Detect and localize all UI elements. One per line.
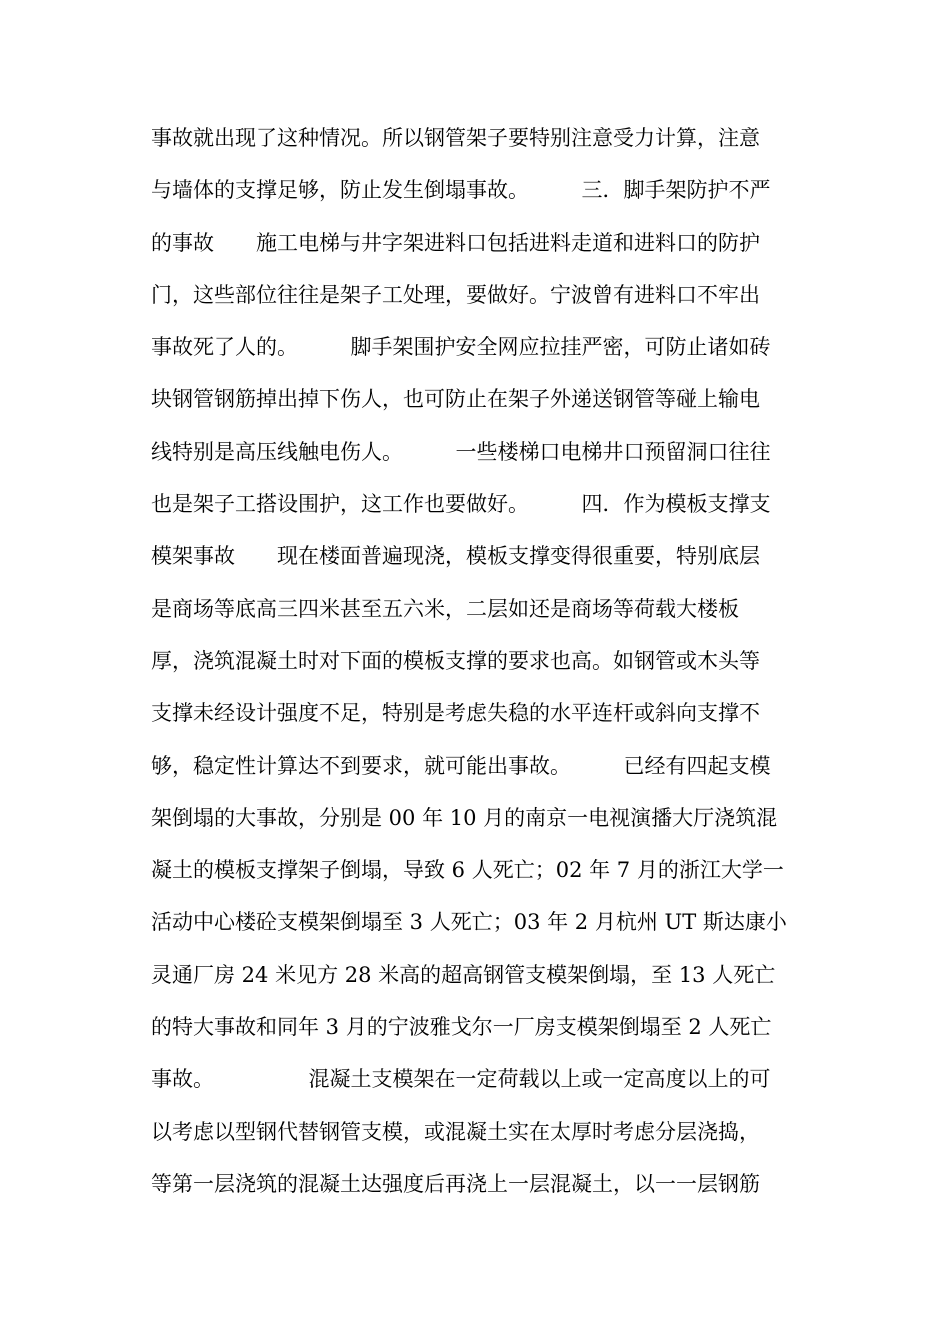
text-line: 块钢管钢筋掉出掉下伤人，也可防止在架子外递送钢管等碰上输电: [151, 387, 760, 412]
text-line: 以考虑以型钢代替钢管支模，或混凝土实在太厚时考虑分层浇捣，: [151, 1119, 760, 1144]
text-line: 活动中心楼砼支模架倒塌至 3 人死亡；03 年 2 月杭州 UT 斯达康小: [151, 910, 787, 935]
text-line: 是商场等底高三四米甚至五六米，二层如还是商场等荷载大楼板: [151, 596, 739, 621]
body-text: [151, 116, 811, 1214]
text-line: 线特别是高压线触电伤人。 一些楼梯口电梯井口预留洞口往往: [151, 439, 771, 464]
text-line: 事故。 混凝土支模架在一定荷载以上或一定高度以上的可: [151, 1067, 771, 1092]
text-line: 够，稳定性计算达不到要求，就可能出事故。 已经有四起支模: [151, 753, 771, 778]
text-line: 事故死了人的。 脚手架围护安全网应拉挂严密，可防止诸如砖: [151, 335, 771, 360]
text-line: 也是架子工搭设围护，这工作也要做好。 四．作为模板支撑支: [151, 492, 771, 517]
text-line: 等第一层浇筑的混凝土达强度后再浇上一层混凝土，以一一层钢筋: [151, 1171, 760, 1196]
text-line: 支撑未经设计强度不足，特别是考虑失稳的水平连杆或斜向支撑不: [151, 701, 760, 726]
text-line: 与墙体的支撑足够，防止发生倒塌事故。 三．脚手架防护不严: [151, 178, 771, 203]
text-line: 的特大事故和同年 3 月的宁波雅戈尔一厂房支模架倒塌至 2 人死亡: [151, 1015, 772, 1040]
text-line: 架倒塌的大事故，分别是 00 年 10 月的南京一电视演播大厅浇筑混: [151, 805, 778, 830]
text-line: 的事故 施工电梯与井字架进料口包括进料走道和进料口的防护: [151, 230, 760, 255]
text-line: 凝土的模板支撑架子倒塌，导致 6 人死亡；02 年 7 月的浙江大学一: [151, 858, 784, 883]
text-line: 门，这些部位往往是架子工处理，要做好。宁波曾有进料口不牢出: [151, 282, 760, 307]
text-line: 灵通厂房 24 米见方 28 米高的超高钢管支模架倒塌，至 13 人死亡: [151, 962, 776, 987]
text-line: 厚，浇筑混凝土时对下面的模板支撑的要求也高。如钢管或木头等: [151, 648, 760, 673]
text-line: 模架事故 现在楼面普遍现浇，模板支撑变得很重要，特别底层: [151, 544, 760, 569]
text-line: 事故就出现了这种情况。所以钢管架子要特别注意受力计算，注意: [151, 126, 760, 150]
